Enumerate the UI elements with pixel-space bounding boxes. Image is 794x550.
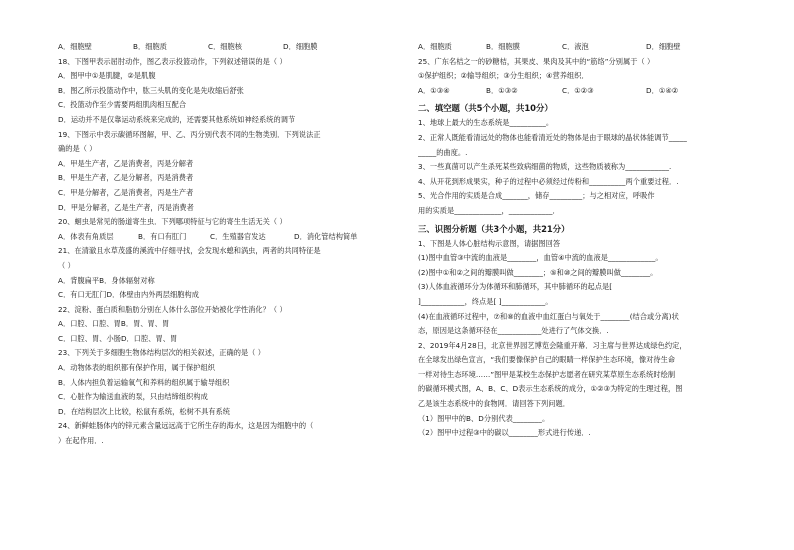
option-item: B．①③②	[486, 85, 518, 95]
text-line: 2、2019年4月28日，北京世界园艺博览会隆重开幕．习主席与世界达成绿色约定，	[418, 340, 687, 350]
text-line: 1、地球上最大的生态系统是__________。	[418, 118, 554, 128]
option-item: B．细胞质	[133, 42, 167, 51]
text-line: （ ）	[58, 260, 75, 270]
text-line: (2)图中①和②之间的瓣膜叫做________；⑤和⑩之间的瓣膜叫做________。	[418, 267, 658, 277]
section-heading: 二、填空题（共5个小题，共10分）	[418, 103, 553, 114]
option-item: C．细胞核	[208, 42, 243, 51]
text-line: A．甲是生产者，乙是消费者，丙是分解者	[58, 158, 194, 168]
option-item: D．细胞壁	[646, 42, 681, 51]
text-line: 23、下列关于多细胞生物体结构层次的相关叙述，正确的是（ ）	[58, 348, 265, 358]
option-row	[418, 40, 748, 55]
option-item: A．细胞壁	[58, 42, 92, 51]
option-row	[58, 40, 388, 55]
option-item: B．细胞膜	[486, 42, 520, 51]
text-line: ）在起作用．.	[58, 436, 104, 446]
option-item: D．消化管结构简单	[294, 231, 358, 241]
text-line: 22、淀粉、蛋白质和脂肪分别在人体什么部位开始被化学性消化？（ ）	[58, 304, 287, 314]
text-line: A．动物体表的组织都有保护作用，属于保护组织	[58, 363, 215, 373]
right-column	[418, 40, 748, 441]
option-item: A．体表有角质层	[58, 231, 114, 241]
text-line: 21、在清澈且水草茂盛的溪流中仔细寻找，会发现水螅和涡虫，两者的共同特征是	[58, 246, 321, 256]
text-line: 3、一些真菌可以产生杀死某些致病细菌的物质，这些物质被称为____________.	[418, 162, 672, 172]
option-item: C．生殖器官发达	[210, 231, 266, 241]
text-line: 24、新鲜蛙肠体内的锌元素含量远远高于它所生存的海水，这是因为细胞中的（	[58, 421, 314, 431]
text-line: C．甲是分解者，乙是消费者，丙是生产者	[58, 187, 194, 197]
option-item: D．细胞膜	[283, 42, 318, 51]
text-line: 态，原因是这条循环径在____________处进行了气体交换．.	[418, 326, 609, 336]
text-line: C．口腔、胃、小肠D．口腔、胃、胃	[58, 333, 178, 343]
left-column	[58, 40, 388, 449]
text-line: C．有口无肛门D．体壁由内外两层细胞构成	[58, 290, 199, 300]
text-line: 4、从开花到形成果实，种子的过程中必须经过传粉和__________两个重要过程．.	[418, 176, 679, 186]
text-line: A．口腔、口腔、胃B．胃、胃、胃	[58, 319, 170, 329]
text-line: 18、下图甲表示屈肘动作，图乙表示投篮动作，下列叙述错误的是（ ）	[58, 56, 287, 66]
text-line: 5、光合作用的实质是合成_______，储存_________；与之相对应，呼吸作	[418, 191, 655, 201]
text-line: 用的实质是_____________，____________．	[418, 205, 560, 215]
text-line: 的碳循环模式图，A、B、C、D表示生态系统的成分，①②③为特定的生理过程，图	[418, 384, 683, 394]
text-line: A．背腹扁平B．身体辐射对称	[58, 275, 155, 285]
text-line: （2）图甲中过程③中的碳以________形式进行传递．.	[418, 428, 591, 438]
option-item: C．液泡	[562, 42, 589, 51]
text-line: 2、正常人既能看清远处的物体也能看清近处的物体是由于眼球的晶状体能调节_____	[418, 132, 687, 142]
text-line: B．人体内担负着运输氧气和养料的组织属于输导组织	[58, 377, 230, 387]
section-heading: 三、识图分析题（共3个小题，共21分）	[418, 223, 570, 234]
text-line: B．甲是生产者，乙是分解者，丙是消费者	[58, 173, 194, 183]
text-line: A．图甲中①是肌腱，②是肌腹	[58, 71, 156, 81]
text-line: ]____________，终点是[ ]____________。	[418, 296, 553, 306]
text-line: (1)图中血管③中流的血液是________，血管④中流的血液是_____________。	[418, 253, 663, 263]
option-row	[418, 84, 748, 99]
text-line: C．投篮动作至少需要两组肌肉相互配合	[58, 100, 187, 110]
option-item: B．有口有肛门	[138, 231, 187, 241]
text-line: C．心脏作为输送血液的泵，只由结缔组织构成	[58, 392, 208, 402]
text-line: (4)在血液循环过程中，⑦和⑧的血液中血红蛋白与氧处于________(结合或分离)状	[418, 311, 679, 321]
text-line: 20、蛔虫是常见的肠道寄生虫．下列哪项特征与它的寄生生活无关（ ）	[58, 217, 287, 227]
option-item: A．①③④	[418, 85, 450, 95]
option-row	[58, 230, 388, 245]
text-line: 一样对待生态环境……”图甲是某校生态保护志愿者在研究某草原生态系统时绘制	[418, 369, 676, 379]
text-line: 确的是（ ）	[58, 144, 97, 154]
text-line: 乙是该生态系统中的食物网．请回答下列问题．	[418, 399, 570, 409]
text-line: D．运动并不是仅靠运动系统来完成的，还需要其他系统如神经系统的调节	[58, 114, 296, 124]
text-line: (3)人体血液循环分为体循环和肺循环，其中肺循环的起点是[	[418, 282, 613, 292]
text-line: _____的曲度。.	[418, 147, 468, 157]
option-item: C．①②③	[562, 85, 594, 95]
text-line: ①保护组织；②输导组织；③分生组织；④营养组织．	[418, 71, 589, 81]
text-line: （1）图甲中的B、D分别代表________。	[418, 413, 550, 423]
text-line: D．在结构层次上比较，松鼠有系统，松树不具有系统	[58, 406, 231, 416]
text-line: 19、下图示中表示碳循环图解，甲、乙、丙分别代表不同的生物类别．下列说法正	[58, 129, 321, 139]
text-line: 25、广东名桔之一的砂糖桔，其果皮、果肉及其中的“筋络”分别属于（ ）	[418, 56, 655, 66]
text-line: B．图乙所示投篮动作中，肱三头肌的变化是先收缩后舒张	[58, 85, 244, 95]
text-line: D．甲是分解者，乙是生产者，丙是消费者	[58, 202, 194, 212]
option-item: A．细胞质	[418, 42, 452, 51]
option-item: D．①④②	[646, 85, 679, 95]
text-line: 在全球发出绿色宣言，“我们要像保护自己的眼睛一样保护生态环境，像对待生命	[418, 355, 676, 365]
text-line: 1、下图是人体心脏结构示意图，请据图回答	[418, 238, 561, 248]
